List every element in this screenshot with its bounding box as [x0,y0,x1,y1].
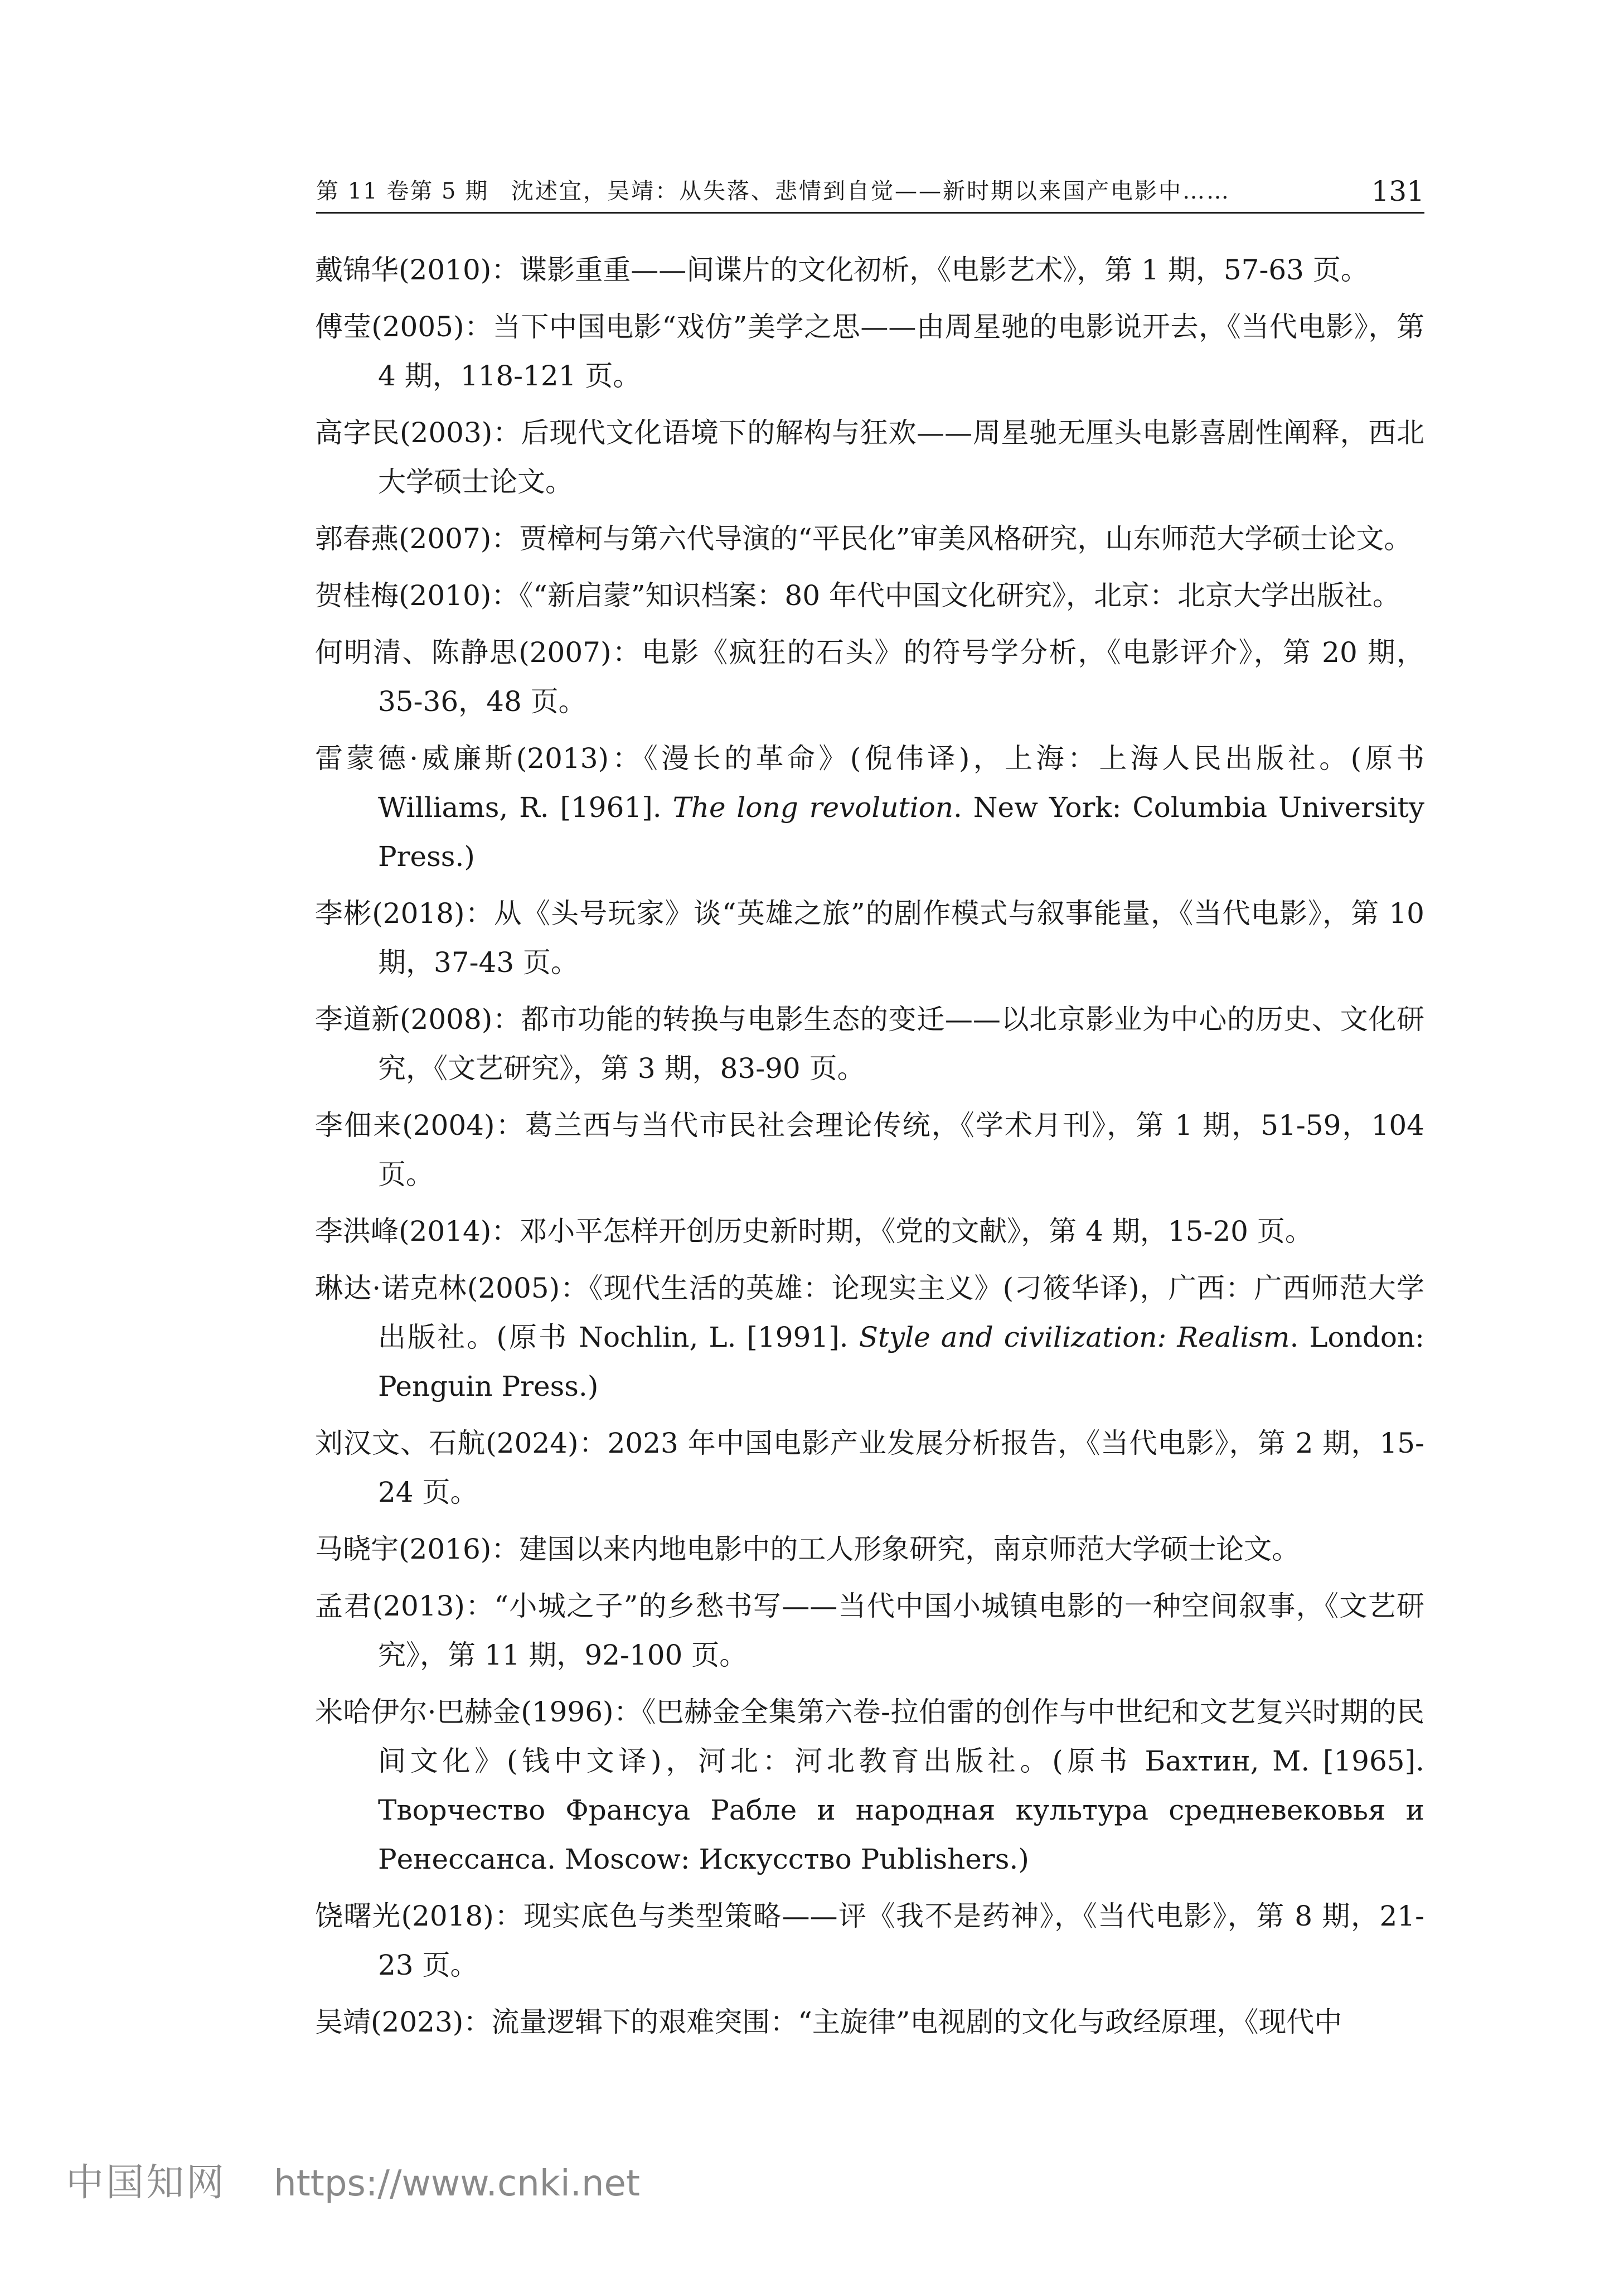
reference-item [315,734,1424,881]
reference-text: 米哈伊尔·巴赫金(1996)：《巴赫金全集第六卷-拉伯雷的创作与中世纪和文艺复兴时期的民间文化》(钱中文译)，河北：河北教育出版社。(原书 Бахтин, М. [1965]. Творчество Франсуа Рабле и народная культура средневековья и Ренессанса. Moscow: Искусство Publishers.) [315,1696,1424,1875]
journal-volume: 第 11 卷第 5 期 [316,178,489,204]
cnki-url: https://www.cnki.net [274,2163,640,2204]
reference-text: 李洪峰(2014)：邓小平怎样开创历史新时期，《党的文献》，第 4 期，15-20 页。 [315,1215,1313,1247]
running-header [316,167,1424,214]
reference-text: 马晓宇(2016)：建国以来内地电影中的工人形象研究，南京师范大学硕士论文。 [315,1533,1300,1565]
reference-text: 贺桂梅(2010)：《“新启蒙”知识档案：80 年代中国文化研究》，北京：北京大学出版社。 [315,579,1400,612]
reference-text: 李道新(2008)：都市功能的转换与电影生态的变迁——以北京影业为中心的历史、文化研究，《文艺研究》，第 3 期，83-90 页。 [315,1003,1424,1085]
reference-book-title: The long revolution [672,791,953,824]
reference-item [315,1525,1424,1574]
reference-list [315,245,1424,2054]
reference-text: 李彬(2018)：从《头号玩家》谈“英雄之旅”的剧作模式与叙事能量，《当代电影》，第 10 期，37-43 页。 [315,897,1424,979]
reference-item [315,302,1424,400]
reference-item [315,571,1424,620]
reference-item [315,514,1424,563]
reference-text: 郭春燕(2007)：贾樟柯与第六代导演的“平民化”审美风格研究，山东师范大学硕士论文。 [315,523,1412,555]
reference-text-post: . New York: Columbia University Press.) [378,791,1425,873]
reference-item [315,1997,1424,2047]
reference-text-pre: 琳达·诺克林(2005)：《现代生活的英雄：论现实主义》(刁筱华译)，广西：广西师范大学出版社。(原书 Nochlin, L. [1991]. [315,1272,1424,1353]
reference-text: 吴靖(2023)：流量逻辑下的艰难突围：“主旋律”电视剧的文化与政经原理，《现代中 [315,2006,1342,2038]
reference-text: 饶曙光(2018)：现实底色与类型策略——评《我不是药神》，《当代电影》，第 8 期，21-23 页。 [315,1900,1424,1981]
cnki-watermark [66,2153,640,2207]
reference-text: 孟君(2013)：“小城之子”的乡愁书写——当代中国小城镇电影的一种空间叙事，《文艺研究》，第 11 期，92-100 页。 [315,1590,1424,1671]
reference-item [315,245,1424,294]
reference-item [315,1207,1424,1256]
reference-item [315,628,1424,726]
reference-text: 高字民(2003)：后现代文化语境下的解构与狂欢——周星驰无厘头电影喜剧性阐释，西北大学硕士论文。 [315,417,1424,498]
page-number: 131 [1371,175,1424,207]
reference-item [315,1264,1424,1411]
reference-item [315,1101,1424,1199]
reference-book-title: Style and civilization: Realism [859,1321,1290,1353]
reference-text: 刘汉文、石航(2024)：2023 年中国电影产业发展分析报告，《当代电影》，第 2 期，15-24 页。 [315,1427,1424,1508]
reference-item [315,995,1424,1093]
reference-text-post: . London: Penguin Press.) [378,1321,1425,1402]
reference-text-pre: 雷蒙德·威廉斯(2013)：《漫长的革命》(倪伟译)，上海：上海人民出版社。(原书 Williams, R. [1961]. [315,742,1424,824]
cnki-logo: 中国知网 [66,2161,227,2205]
reference-item [315,1581,1424,1680]
running-title: 沈述宜，吴靖：从失落、悲情到自觉——新时期以来国产电影中…… [511,178,1230,204]
reference-item [315,1892,1424,1990]
reference-item [315,889,1424,987]
reference-text: 何明清、陈静思(2007)：电影《疯狂的石头》的符号学分析，《电影评介》，第 20 期，35-36，48 页。 [315,636,1424,718]
reference-item [315,1687,1424,1884]
reference-text: 李佃来(2004)：葛兰西与当代市民社会理论传统，《学术月刊》，第 1 期，51-59，104 页。 [315,1109,1424,1191]
reference-item [315,408,1424,506]
reference-text: 傅莹(2005)：当下中国电影“戏仿”美学之思——由周星驰的电影说开去，《当代电影》，第 4 期，118-121 页。 [315,311,1424,392]
reference-item [315,1419,1424,1517]
reference-text: 戴锦华(2010)：谍影重重——间谍片的文化初析，《电影艺术》，第 1 期，57-63 页。 [315,254,1369,286]
